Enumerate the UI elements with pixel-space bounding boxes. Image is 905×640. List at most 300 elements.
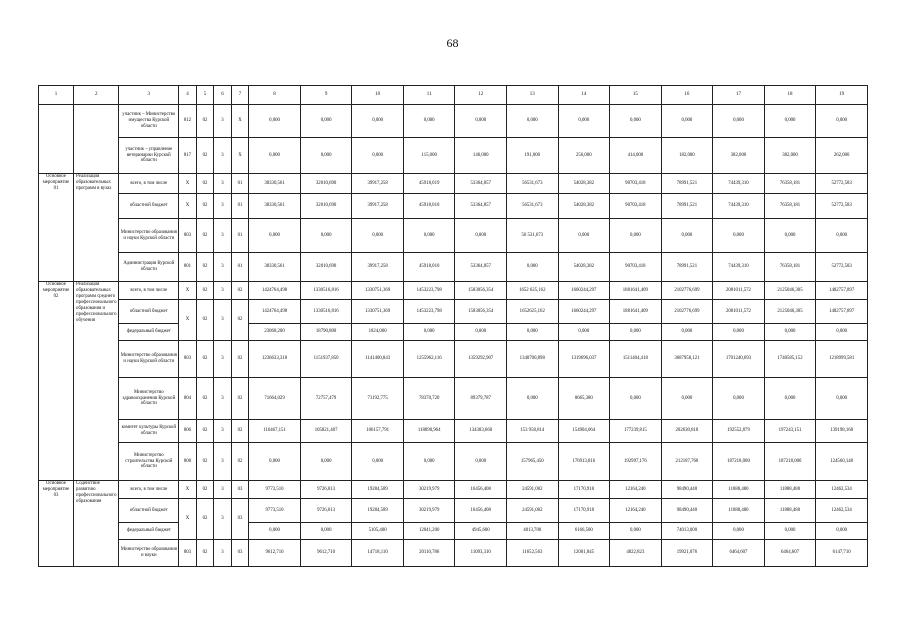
code-c7: 01 xyxy=(231,194,249,219)
value-cell: 0,000 xyxy=(610,378,662,420)
value-cell: 0,000 xyxy=(455,443,507,481)
value-cell: 38330,561 xyxy=(249,194,301,219)
row-label: Министерство строительства Курской области xyxy=(119,443,179,481)
value-cell: 12041,200 xyxy=(403,523,455,540)
value-cell: 0,000 xyxy=(558,105,610,138)
table-row xyxy=(39,324,868,341)
code-c4: Х xyxy=(179,499,197,540)
value-cell: 0,000 xyxy=(455,105,507,138)
code-c7: 01 xyxy=(231,174,249,194)
value-cell: 11888,480 xyxy=(764,499,816,523)
value-cell: 9726,013 xyxy=(300,481,352,499)
measure-name: Основное мероприятие 01 xyxy=(39,174,74,282)
value-cell: 32010,690 xyxy=(300,253,352,282)
value-cell: 0,000 xyxy=(300,138,352,174)
code-c5: 02 xyxy=(196,194,214,219)
value-cell: 11652,563 xyxy=(507,540,559,567)
value-cell: 0,000 xyxy=(352,219,404,253)
value-cell: 0,000 xyxy=(507,105,559,138)
value-cell: 30219,979 xyxy=(403,499,455,523)
value-cell: 0,000 xyxy=(507,378,559,420)
value-cell: 11093,310 xyxy=(455,540,507,567)
value-cell: 11888,480 xyxy=(713,481,765,499)
value-cell: 11888,480 xyxy=(764,481,816,499)
value-cell: 2102776,699 xyxy=(661,300,713,324)
value-cell: 12001,845 xyxy=(558,540,610,567)
col-header: 6 xyxy=(214,86,232,105)
value-cell: 1330751,369 xyxy=(352,300,404,324)
value-cell: 78991,521 xyxy=(661,194,713,219)
row-label: участник – Министерство имущества Курской области xyxy=(119,105,179,138)
value-cell: 45918,010 xyxy=(403,253,455,282)
value-cell: 6147,710 xyxy=(816,540,868,567)
code-c7: 03 xyxy=(231,499,249,540)
value-cell: 0,000 xyxy=(249,443,301,481)
col-header: 12 xyxy=(455,86,507,105)
value-cell: 0,000 xyxy=(300,523,352,540)
col-header: 5 xyxy=(196,86,214,105)
col-header: 10 xyxy=(352,86,404,105)
value-cell: 0,000 xyxy=(816,219,868,253)
col-header: 8 xyxy=(249,86,301,105)
value-cell: 2102776,699 xyxy=(661,282,713,300)
col-header: 13 xyxy=(507,86,559,105)
col-header: 16 xyxy=(661,86,713,105)
code-c6: 3 xyxy=(214,138,232,174)
row-label: всего, в том числе xyxy=(119,174,179,194)
value-cell: 0,000 xyxy=(403,324,455,341)
row-label: Министерство образования и науки Курской области xyxy=(119,219,179,253)
value-cell: 0,000 xyxy=(661,378,713,420)
value-cell: 1511404,418 xyxy=(610,341,662,378)
value-cell: 2081011,572 xyxy=(713,300,765,324)
value-cell: 56531,673 xyxy=(507,174,559,194)
value-cell: 9726,013 xyxy=(300,499,352,523)
value-cell: 38330,561 xyxy=(249,253,301,282)
code-c4: 804 xyxy=(179,378,197,420)
value-cell: 2125046,305 xyxy=(764,282,816,300)
value-cell: 0,000 xyxy=(352,105,404,138)
value-cell: 24591,082 xyxy=(507,499,559,523)
code-c5: 02 xyxy=(196,174,214,194)
value-cell: 24591,082 xyxy=(507,481,559,499)
value-cell: 12462,534 xyxy=(816,499,868,523)
value-cell: 1255962,116 xyxy=(403,341,455,378)
value-cell: 78370,720 xyxy=(403,378,455,420)
value-cell: 17170,918 xyxy=(558,499,610,523)
value-cell: 0,000 xyxy=(403,105,455,138)
value-cell: 38330,561 xyxy=(249,174,301,194)
col-header: 2 xyxy=(74,86,119,105)
value-cell: 0,000 xyxy=(713,324,765,341)
col-header: 9 xyxy=(300,86,352,105)
value-cell: 202630,818 xyxy=(661,420,713,443)
value-cell: 0,000 xyxy=(507,324,559,341)
value-cell: 0,000 xyxy=(300,219,352,253)
value-cell: 56531,673 xyxy=(507,194,559,219)
row-label: федеральный бюджет xyxy=(119,523,179,540)
row-label: федеральный бюджет xyxy=(119,324,179,341)
value-cell: 1881641,409 xyxy=(610,300,662,324)
value-cell: 0,000 xyxy=(507,253,559,282)
value-cell: 23068,200 xyxy=(249,324,301,341)
code-c4: 803 xyxy=(179,341,197,378)
code-c5: 02 xyxy=(196,443,214,481)
value-cell: 0,000 xyxy=(661,324,713,341)
code-c4: 817 xyxy=(179,138,197,174)
value-cell: 0,000 xyxy=(455,219,507,253)
value-cell: 98490,440 xyxy=(661,481,713,499)
value-cell: 53364,857 xyxy=(455,253,507,282)
value-cell: 5105,400 xyxy=(352,523,404,540)
table-row xyxy=(39,499,868,523)
value-cell: 1652 625,162 xyxy=(507,282,559,300)
measure-name: Основное мероприятие 03 xyxy=(39,481,74,567)
code-c6: 3 xyxy=(214,300,232,341)
code-c6: 3 xyxy=(214,194,232,219)
value-cell: 154904,064 xyxy=(558,420,610,443)
value-cell: 14718,110 xyxy=(352,540,404,567)
value-cell: 134383,660 xyxy=(455,420,507,443)
value-cell: 90703,418 xyxy=(610,253,662,282)
row-label: областной бюджет xyxy=(119,194,179,219)
code-c5: 02 xyxy=(196,540,214,567)
header-row xyxy=(39,86,868,105)
code-c6: 3 xyxy=(214,105,232,138)
value-cell: 11888,480 xyxy=(713,499,765,523)
value-cell: 0,000 xyxy=(610,219,662,253)
value-cell: 76358,181 xyxy=(764,174,816,194)
value-cell: 176913,816 xyxy=(558,443,610,481)
value-cell: 1319696,037 xyxy=(558,341,610,378)
value-cell: 157965,450 xyxy=(507,443,559,481)
table-row xyxy=(39,443,868,481)
value-cell: 115,000 xyxy=(403,138,455,174)
value-cell: 1236633,318 xyxy=(249,341,301,378)
value-cell: 118890,964 xyxy=(403,420,455,443)
value-cell: 1424764,498 xyxy=(249,300,301,324)
code-c4: Х xyxy=(179,174,197,194)
value-cell: 0,000 xyxy=(764,105,816,138)
col2-cell xyxy=(74,105,119,174)
code-c4: Х xyxy=(179,481,197,499)
value-cell: 1453223,798 xyxy=(403,282,455,300)
code-c7: 01 xyxy=(231,253,249,282)
code-c4: Х xyxy=(179,282,197,300)
value-cell: 90703,418 xyxy=(610,174,662,194)
value-cell: 0,000 xyxy=(816,378,868,420)
code-c5: 02 xyxy=(196,253,214,282)
value-cell: 0,000 xyxy=(661,105,713,138)
page-number: 68 xyxy=(446,36,459,50)
value-cell: 0,000 xyxy=(403,443,455,481)
code-c7: 02 xyxy=(231,300,249,341)
value-cell: 1482757,897 xyxy=(816,282,868,300)
col-header: 15 xyxy=(610,86,662,105)
value-cell: 1424764,498 xyxy=(249,282,301,300)
row-label: участник – управление ветеринарии Курской области xyxy=(119,138,179,174)
code-c4: 812 xyxy=(179,105,197,138)
code-c7: Х xyxy=(231,105,249,138)
value-cell: 1583056,354 xyxy=(455,282,507,300)
code-c4: 801 xyxy=(179,253,197,282)
value-cell: 0,000 xyxy=(249,105,301,138)
value-cell: 6464,607 xyxy=(713,540,765,567)
row-label: Министерство образования и науки xyxy=(119,540,179,567)
value-cell: 2081011,572 xyxy=(713,282,765,300)
value-cell: 9773,510 xyxy=(249,499,301,523)
code-c5: 02 xyxy=(196,282,214,300)
code-c7: 02 xyxy=(231,378,249,420)
value-cell: 39917,258 xyxy=(352,174,404,194)
value-cell: 256,000 xyxy=(558,138,610,174)
value-cell: 56 531,673 xyxy=(507,219,559,253)
col-header: 14 xyxy=(558,86,610,105)
value-cell: 45918,010 xyxy=(403,194,455,219)
row-label: областной бюджет xyxy=(119,300,179,324)
code-c5: 02 xyxy=(196,300,214,341)
value-cell: 32010,690 xyxy=(300,194,352,219)
value-cell: 74439,310 xyxy=(713,174,765,194)
table-row xyxy=(39,300,868,324)
code-c7: 03 xyxy=(231,481,249,499)
table-row xyxy=(39,481,868,499)
code-c6: 3 xyxy=(214,443,232,481)
value-cell: 39917,258 xyxy=(352,194,404,219)
code-c6: 3 xyxy=(214,481,232,499)
value-cell: 0,000 xyxy=(713,523,765,540)
value-cell: 0,000 xyxy=(764,324,816,341)
row-label: областной бюджет xyxy=(119,499,179,523)
value-cell: 76358,181 xyxy=(764,253,816,282)
value-cell: 9612,710 xyxy=(300,540,352,567)
value-cell: 0,000 xyxy=(300,443,352,481)
value-cell: 0,000 xyxy=(300,105,352,138)
value-cell: 52772,583 xyxy=(816,253,868,282)
value-cell: 6464,607 xyxy=(764,540,816,567)
code-c5: 02 xyxy=(196,499,214,540)
col-header: 19 xyxy=(816,86,868,105)
value-cell: 71192,775 xyxy=(352,378,404,420)
value-cell: 12462,534 xyxy=(816,481,868,499)
col1-cell xyxy=(39,105,74,174)
value-cell: 0,000 xyxy=(403,219,455,253)
value-cell: 197243,151 xyxy=(764,420,816,443)
code-c6: 3 xyxy=(214,420,232,443)
value-cell: 262,000 xyxy=(816,138,868,174)
value-cell: 4822,823 xyxy=(610,540,662,567)
value-cell: 0,000 xyxy=(558,219,610,253)
value-cell: 4945,600 xyxy=(455,523,507,540)
value-cell: 105821,487 xyxy=(300,420,352,443)
value-cell: 1141400,843 xyxy=(352,341,404,378)
value-cell: 0,000 xyxy=(455,324,507,341)
value-cell: 106157,791 xyxy=(352,420,404,443)
value-cell: 0,000 xyxy=(661,219,713,253)
value-cell: 52772,583 xyxy=(816,194,868,219)
value-cell: 1151937,850 xyxy=(300,341,352,378)
value-cell: 19284,589 xyxy=(352,481,404,499)
value-cell: 2125046,305 xyxy=(764,300,816,324)
value-cell: 1701240,693 xyxy=(713,341,765,378)
code-c6: 3 xyxy=(214,282,232,300)
value-cell: 146,000 xyxy=(455,138,507,174)
value-cell: 54028,382 xyxy=(558,174,610,194)
table-row xyxy=(39,378,868,420)
value-cell: 1453223,798 xyxy=(403,300,455,324)
value-cell: 54028,382 xyxy=(558,194,610,219)
col-header: 1 xyxy=(39,86,74,105)
measure-name: Основное мероприятие 02 xyxy=(39,282,74,481)
value-cell: 16456,408 xyxy=(455,481,507,499)
value-cell: 192997,176 xyxy=(610,443,662,481)
value-cell: 53364,857 xyxy=(455,174,507,194)
budget-table xyxy=(38,85,868,567)
value-cell: 78991,521 xyxy=(661,253,713,282)
value-cell: 90703,418 xyxy=(610,194,662,219)
value-cell: 1660244,297 xyxy=(558,300,610,324)
code-c4: Х xyxy=(179,194,197,219)
value-cell: 0,000 xyxy=(816,523,868,540)
code-c7: 02 xyxy=(231,443,249,481)
col-header: 7 xyxy=(231,86,249,105)
value-cell: 0,000 xyxy=(352,443,404,481)
program-name: Реализация образовательных программ в вузах xyxy=(74,174,119,282)
value-cell: 1330516,816 xyxy=(300,282,352,300)
row-label: Администрация Курской области xyxy=(119,253,179,282)
value-cell: 414,000 xyxy=(610,138,662,174)
value-cell: 1881641,409 xyxy=(610,282,662,300)
value-cell: 0,000 xyxy=(764,523,816,540)
row-label: всего, в том числе xyxy=(119,282,179,300)
col-header: 4 xyxy=(179,86,197,105)
value-cell: 9612,710 xyxy=(249,540,301,567)
value-cell: 74013,000 xyxy=(661,523,713,540)
value-cell: 52772,583 xyxy=(816,174,868,194)
value-cell: 19284,589 xyxy=(352,499,404,523)
value-cell: 1824,000 xyxy=(352,324,404,341)
value-cell: 74439,310 xyxy=(713,194,765,219)
code-c5: 02 xyxy=(196,105,214,138)
code-c7: 03 xyxy=(231,540,249,567)
value-cell: 39917,258 xyxy=(352,253,404,282)
value-cell: 124560,148 xyxy=(816,443,868,481)
col-header: 11 xyxy=(403,86,455,105)
value-cell: 18790,800 xyxy=(300,324,352,341)
value-cell: 9773,510 xyxy=(249,481,301,499)
value-cell: 1583056,354 xyxy=(455,300,507,324)
table-row xyxy=(39,341,868,378)
value-cell: 1340700,898 xyxy=(507,341,559,378)
value-cell: 6166,500 xyxy=(558,523,610,540)
value-cell: 12164,240 xyxy=(610,481,662,499)
value-cell: 182,000 xyxy=(661,138,713,174)
value-cell: 16456,408 xyxy=(455,499,507,523)
code-c6: 3 xyxy=(214,499,232,540)
value-cell: 187218,000 xyxy=(764,443,816,481)
code-c7: 01 xyxy=(231,219,249,253)
value-cell: 4813,700 xyxy=(507,523,559,540)
value-cell: 187218,000 xyxy=(713,443,765,481)
table-row xyxy=(39,138,868,174)
value-cell: 116467,151 xyxy=(249,420,301,443)
program-name: Реализация образовательных программ среднего профессионального образования и профессионального обучения xyxy=(74,282,119,481)
code-c5: 02 xyxy=(196,219,214,253)
value-cell: 17170,918 xyxy=(558,481,610,499)
code-c5: 02 xyxy=(196,341,214,378)
code-c5: 02 xyxy=(196,420,214,443)
value-cell: 0,000 xyxy=(713,105,765,138)
value-cell: 153 958,814 xyxy=(507,420,559,443)
code-c7: 02 xyxy=(231,420,249,443)
value-cell: 98490,440 xyxy=(661,499,713,523)
code-c4: 808 xyxy=(179,443,197,481)
value-cell: 0,000 xyxy=(764,219,816,253)
value-cell: 78991,521 xyxy=(661,174,713,194)
value-cell: 1359292,907 xyxy=(455,341,507,378)
value-cell: 19921,076 xyxy=(661,540,713,567)
table-row xyxy=(39,540,868,567)
value-cell: 1740585,152 xyxy=(764,341,816,378)
value-cell: 0,000 xyxy=(610,105,662,138)
value-cell: 0,000 xyxy=(713,219,765,253)
value-cell: 192552,879 xyxy=(713,420,765,443)
value-cell: 0,000 xyxy=(610,523,662,540)
value-cell: 0,000 xyxy=(558,324,610,341)
value-cell: 139198,168 xyxy=(816,420,868,443)
value-cell: 1218999,581 xyxy=(816,341,868,378)
value-cell: 1482757,897 xyxy=(816,300,868,324)
table-row xyxy=(39,523,868,540)
row-label: всего, в том числе xyxy=(119,481,179,499)
value-cell: 74439,310 xyxy=(713,253,765,282)
value-cell: 0,000 xyxy=(249,523,301,540)
code-c5: 02 xyxy=(196,378,214,420)
value-cell: 72757,479 xyxy=(300,378,352,420)
value-cell: 45918,019 xyxy=(403,174,455,194)
code-c4: 803 xyxy=(179,219,197,253)
value-cell: 382,000 xyxy=(764,138,816,174)
value-cell: 8665,380 xyxy=(558,378,610,420)
value-cell: 1652625,162 xyxy=(507,300,559,324)
row-label: комитет культуры Курской области xyxy=(119,420,179,443)
value-cell: 12164,240 xyxy=(610,499,662,523)
value-cell: 0,000 xyxy=(816,324,868,341)
value-cell: 1660244,297 xyxy=(558,282,610,300)
code-c6: 3 xyxy=(214,174,232,194)
code-c6: 3 xyxy=(214,253,232,282)
row-label: Министерство образования и науки Курской области xyxy=(119,341,179,378)
table-row xyxy=(39,194,868,219)
code-c7: 02 xyxy=(231,341,249,378)
code-c5: 02 xyxy=(196,481,214,499)
value-cell: 20110,786 xyxy=(403,540,455,567)
value-cell: 177239,815 xyxy=(610,420,662,443)
value-cell: 53364,857 xyxy=(455,194,507,219)
code-c7: Х xyxy=(231,138,249,174)
code-c6: 3 xyxy=(214,540,232,567)
value-cell: 30219,979 xyxy=(403,481,455,499)
table-row xyxy=(39,105,868,138)
table-row xyxy=(39,219,868,253)
value-cell: 0,000 xyxy=(764,378,816,420)
table-row xyxy=(39,253,868,282)
code-c7: 02 xyxy=(231,282,249,300)
value-cell: 76358,181 xyxy=(764,194,816,219)
value-cell: 1330516,816 xyxy=(300,300,352,324)
col-header: 3 xyxy=(119,86,179,105)
code-c6: 3 xyxy=(214,219,232,253)
